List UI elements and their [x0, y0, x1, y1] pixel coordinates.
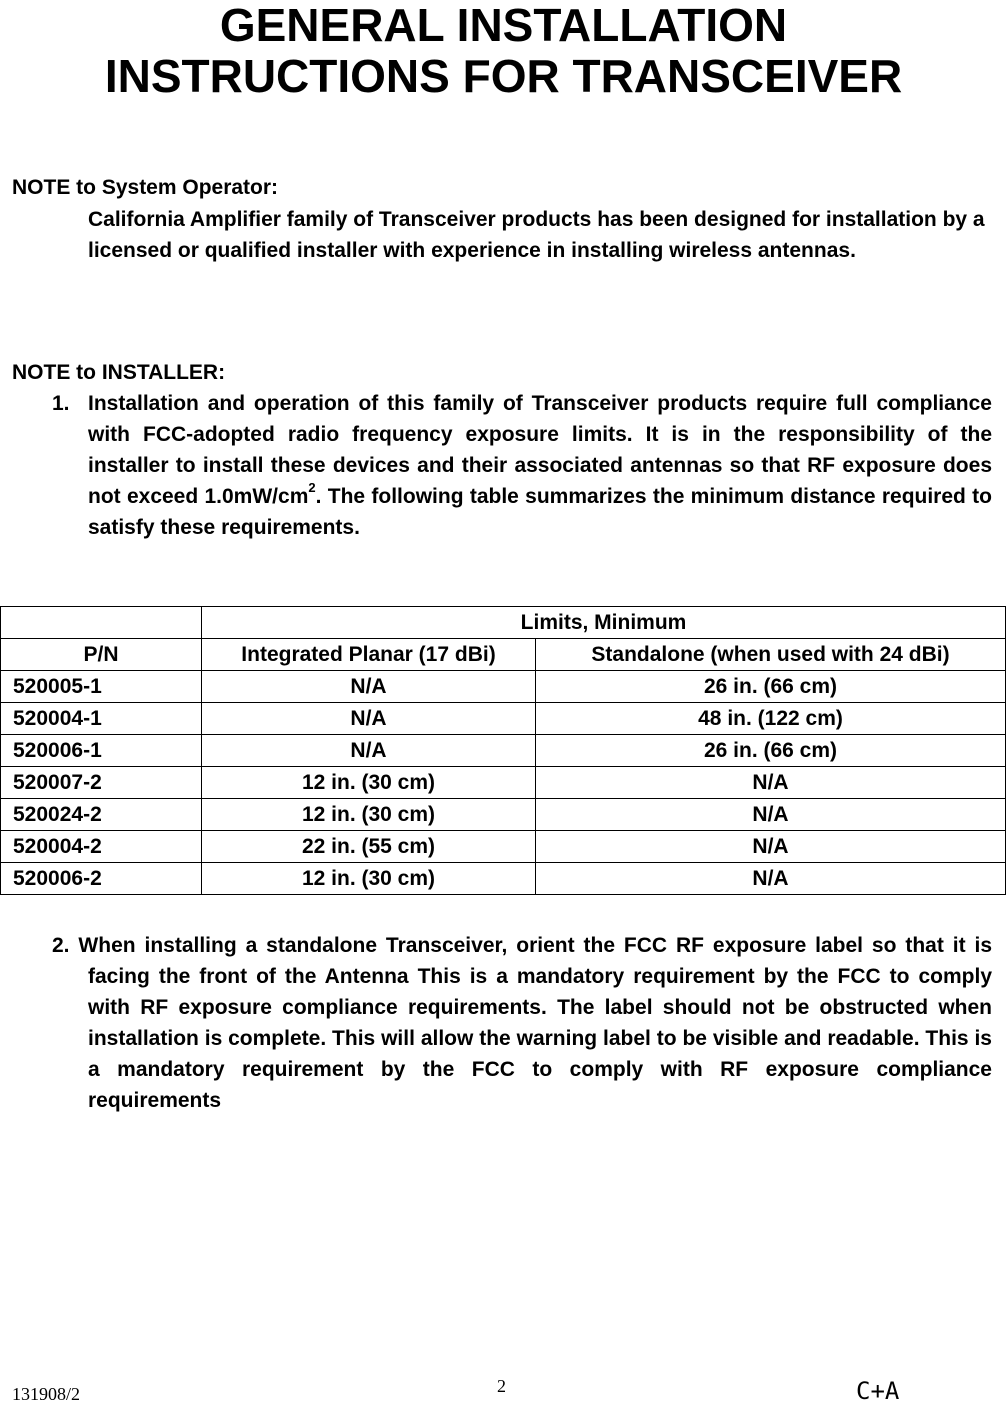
cell-integrated: 22 in. (55 cm)	[202, 831, 536, 863]
item-1-text-a: Installation and operation of this family of Transceiver products require full compliance with FCC-adopted radio frequency exposure limits. It is in the responsibility of the installer to install these devices and their associated antennas so that RF exposure does not exceed 1.0mW/cm	[88, 392, 992, 508]
cell-integrated: 12 in. (30 cm)	[202, 863, 536, 895]
page-number: 2	[497, 1376, 506, 1396]
cell-pn: 520006-1	[1, 735, 202, 767]
cell-standalone: N/A	[536, 863, 1006, 895]
cell-pn: 520005-1	[1, 671, 202, 703]
cell-pn: 520006-2	[1, 863, 202, 895]
exposure-limits-table	[0, 606, 1006, 895]
cell-pn: 520024-2	[1, 799, 202, 831]
cell-standalone: N/A	[536, 767, 1006, 799]
table-row	[1, 799, 1006, 831]
table-row	[1, 767, 1006, 799]
operator-note-body: California Amplifier family of Transceiver products has been designed for installation by a licensed or qualified installer with experience in installing wireless antennas.	[88, 208, 985, 262]
title-line-1: GENERAL INSTALLATION	[219, 0, 788, 51]
document-number: 131908/2	[12, 1384, 81, 1404]
table-header-row	[1, 639, 1006, 671]
cell-standalone: 48 in. (122 cm)	[536, 703, 1006, 735]
cell-integrated: 12 in. (30 cm)	[202, 767, 536, 799]
cell-pn: 520004-2	[1, 831, 202, 863]
item-1-number: 1.	[52, 392, 70, 415]
cell-integrated: N/A	[202, 735, 536, 767]
table-group-header: Limits, Minimum	[202, 607, 1006, 639]
cell-integrated: N/A	[202, 703, 536, 735]
cell-standalone: 26 in. (66 cm)	[536, 671, 1006, 703]
cell-standalone: 26 in. (66 cm)	[536, 735, 1006, 767]
page-title	[0, 0, 1007, 102]
cell-standalone: N/A	[536, 831, 1006, 863]
table-group-header-row	[1, 607, 1006, 639]
item-2-text: 2. When installing a standalone Transceiver, orient the FCC RF exposure label so that it is facing the front of the Antenna This is a mandatory requirement by the FCC to comply with RF exposure compliance requirements. The label should not be obstructed when installation is complete. This will allow the warning label to be visible and readable. This is a mandatory requirement by the FCC to comply with RF exposure compliance requirements	[52, 934, 992, 1112]
table-empty-cell	[1, 607, 202, 639]
table-row	[1, 671, 1006, 703]
cell-integrated: N/A	[202, 671, 536, 703]
item-1-text-b: . The following table summarizes the minimum distance required to satisfy these requirements.	[88, 485, 992, 539]
table-row	[1, 703, 1006, 735]
item-1-text	[88, 388, 992, 543]
installer-note-heading: NOTE to INSTALLER:	[12, 361, 226, 384]
item-1-superscript: 2	[308, 480, 316, 495]
header-standalone: Standalone (when used with 24 dBi)	[536, 639, 1006, 671]
title-line-2: INSTRUCTIONS FOR TRANSCEIVER	[104, 50, 903, 102]
table-row	[1, 735, 1006, 767]
cell-pn: 520007-2	[1, 767, 202, 799]
header-pn: P/N	[1, 639, 202, 671]
header-integrated-planar: Integrated Planar (17 dBi)	[202, 639, 536, 671]
brand-mark: C+A	[856, 1377, 900, 1405]
operator-note-heading: NOTE to System Operator:	[12, 176, 279, 199]
cell-standalone: N/A	[536, 799, 1006, 831]
cell-integrated: 12 in. (30 cm)	[202, 799, 536, 831]
cell-pn: 520004-1	[1, 703, 202, 735]
table-row	[1, 831, 1006, 863]
table-row	[1, 863, 1006, 895]
